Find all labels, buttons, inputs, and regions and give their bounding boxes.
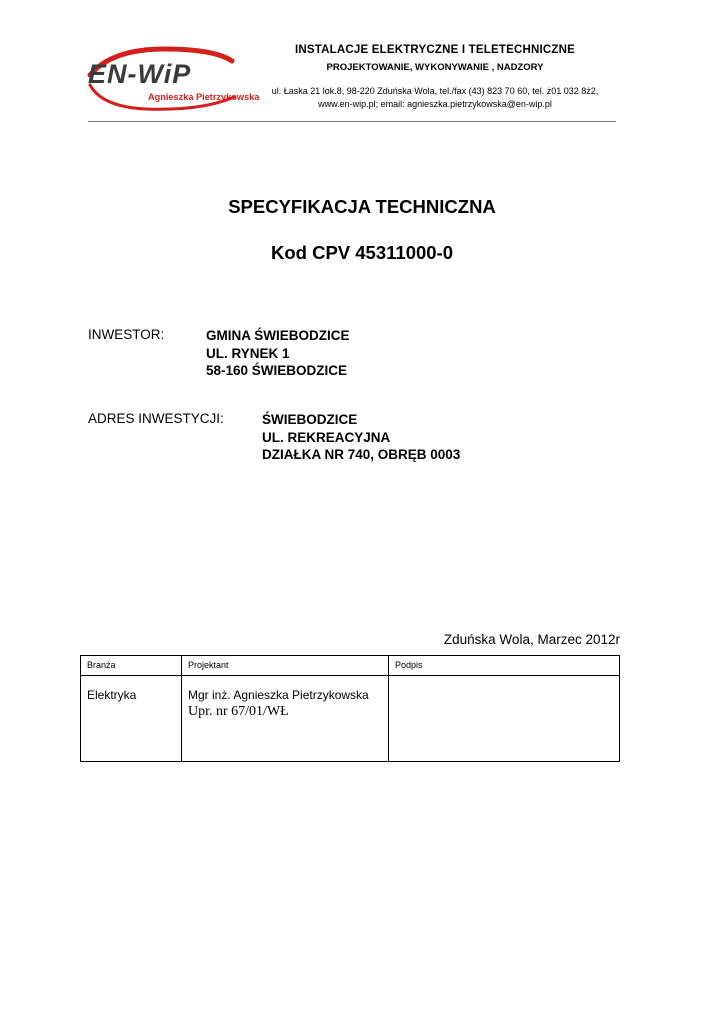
- logo-brand-text: EN-WiP: [88, 59, 192, 89]
- designer-license: Upr. nr 67/01/WŁ: [188, 704, 289, 719]
- investment-address-line: UL. REKREACYJNA: [262, 429, 391, 445]
- company-address: [252, 85, 618, 110]
- investment-address-details: [262, 411, 460, 464]
- table-header-row: [81, 656, 620, 676]
- table-row: [81, 676, 620, 762]
- investor-details: [206, 327, 350, 380]
- company-title: INSTALACJE ELEKTRYCZNE I TELETECHNICZNE: [295, 44, 575, 56]
- header-divider: [88, 121, 616, 122]
- investment-address-line: ŚWIEBODZICE: [262, 412, 358, 427]
- investor-line: 58-160 ŚWIEBODZICE: [206, 363, 348, 378]
- company-logo: [82, 45, 260, 113]
- logo-owner-text: Agnieszka Pietrzykowska: [148, 92, 260, 102]
- signature-table: [80, 655, 620, 762]
- place-and-date: Zduńska Wola, Marzec 2012r: [443, 632, 620, 647]
- header-designer: Projektant: [182, 656, 389, 676]
- designer-cell: [182, 676, 389, 762]
- investor-label: INWESTOR:: [88, 327, 165, 342]
- logo-graphic: [82, 45, 260, 113]
- cpv-code: Kod CPV 45311000-0: [270, 242, 454, 263]
- designer-name: Mgr inż. Agnieszka Pietrzykowska: [188, 688, 369, 702]
- address-line-2: www.en-wip.pl; email: agnieszka.pietrzykowska@en-wip.pl: [318, 98, 552, 109]
- investor-line: UL. RYNEK 1: [206, 345, 290, 361]
- header-branch: Branża: [81, 656, 182, 676]
- address-line-1: ul. Łaska 21 lok.8, 98-220 Zduńska Wola, tel./fax (43) 823 70 60, tel. ż01 032 8ż2,: [271, 86, 599, 96]
- branch-cell: Elektryka: [81, 676, 182, 762]
- signature-cell: [389, 676, 620, 762]
- company-subtitle: PROJEKTOWANIE, WYKONYWANIE , NADZORY: [326, 62, 544, 73]
- header-signature: Podpis: [389, 656, 620, 676]
- investor-line: GMINA ŚWIEBODZICE: [206, 328, 350, 343]
- document-title: SPECYFIKACJA TECHNICZNA: [228, 196, 496, 217]
- investment-address-label: ADRES INWESTYCJI:: [88, 411, 224, 426]
- investment-address-line: DZIAŁKA NR 740, OBRĘB 0003: [262, 447, 461, 462]
